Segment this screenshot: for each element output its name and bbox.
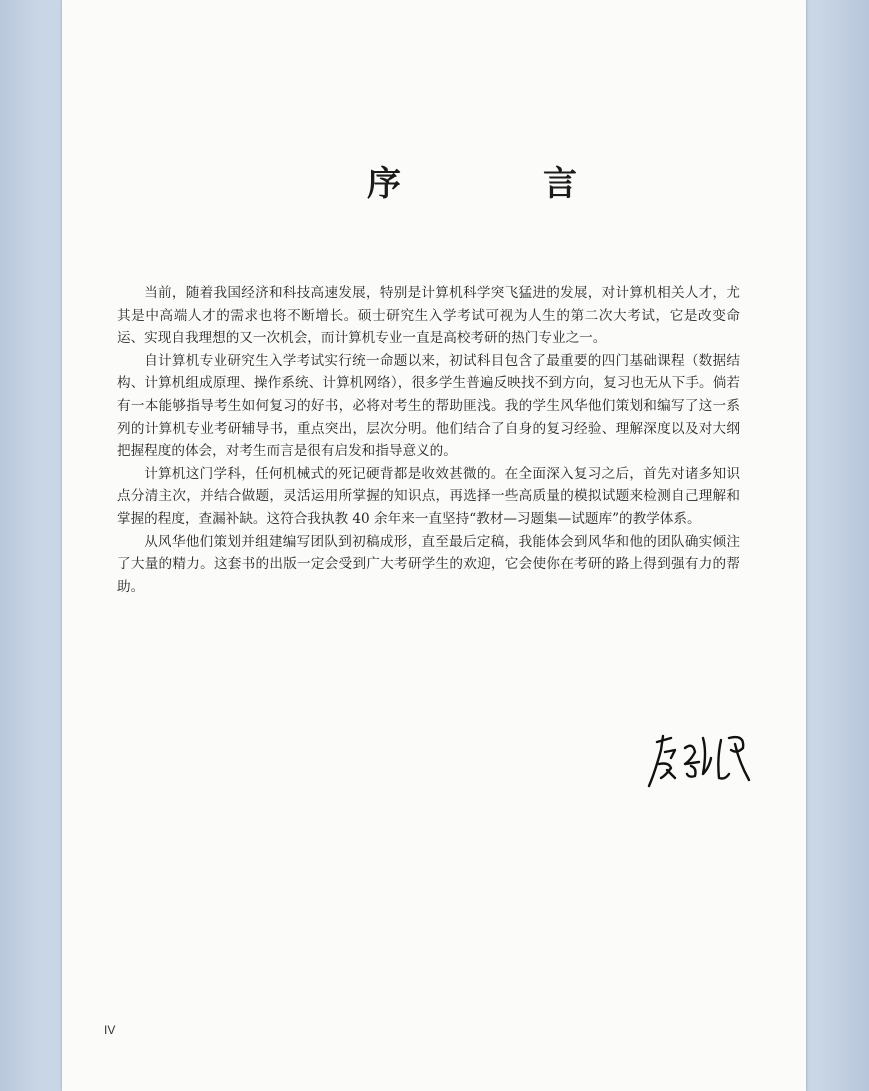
title-char-2: 言 <box>543 164 577 204</box>
paragraph-2: 自计算机专业研究生入学考试实行统一命题以来，初试科目包含了最重要的四门基础课程（数据结构、计算机组成原理、操作系统、计算机网络），很多学生普遍反映找不到方向，复习也无从下手。倘若有一本能够指导考生如何复习的好书，必将对考生的帮助匪浅。我的学生风华他们策划和编写了这一系列的计算机专业考研辅导书，重点突出，层次分明。他们结合了自身的复习经验、理解深度以及对大纲把握程度的体会，对考生而言是很有启发和指导意义的。 <box>117 352 740 460</box>
signature-icon <box>645 728 755 790</box>
page-number: IV <box>104 1023 116 1037</box>
page-title <box>367 156 577 205</box>
preface-body <box>117 282 740 598</box>
paragraph-1: 当前，随着我国经济和科技高速发展，特别是计算机科学突飞猛进的发展，对计算机相关人才，尤其是中高端人才的需求也将不断增长。硕士研究生入学考试可视为人生的第二次大考试，它是改变命运、实现自我理想的又一次机会，而计算机专业一直是高校考研的热门专业之一。 <box>117 285 740 347</box>
paragraph-3: 计算机这门学科，任何机械式的死记硬背都是收效甚微的。在全面深入复习之后，首先对诸多知识点分清主次，并结合做题，灵活运用所掌握的知识点，再选择一些高质量的模拟试题来检测自己理解和掌握的程度，查漏补缺。这符合我执教 40 余年来一直坚持“教材—习题集—试题库”的教学体系。 <box>117 465 740 527</box>
title-char-1: 序 <box>367 164 401 204</box>
paragraph-4: 从风华他们策划并组建编写团队到初稿成形，直至最后定稿，我能体会到风华和他的团队确实倾注了大量的精力。这套书的出版一定会受到广大考研学生的欢迎，它会使你在考研的路上得到强有力的帮助。 <box>117 533 740 595</box>
document-page <box>62 0 806 1091</box>
